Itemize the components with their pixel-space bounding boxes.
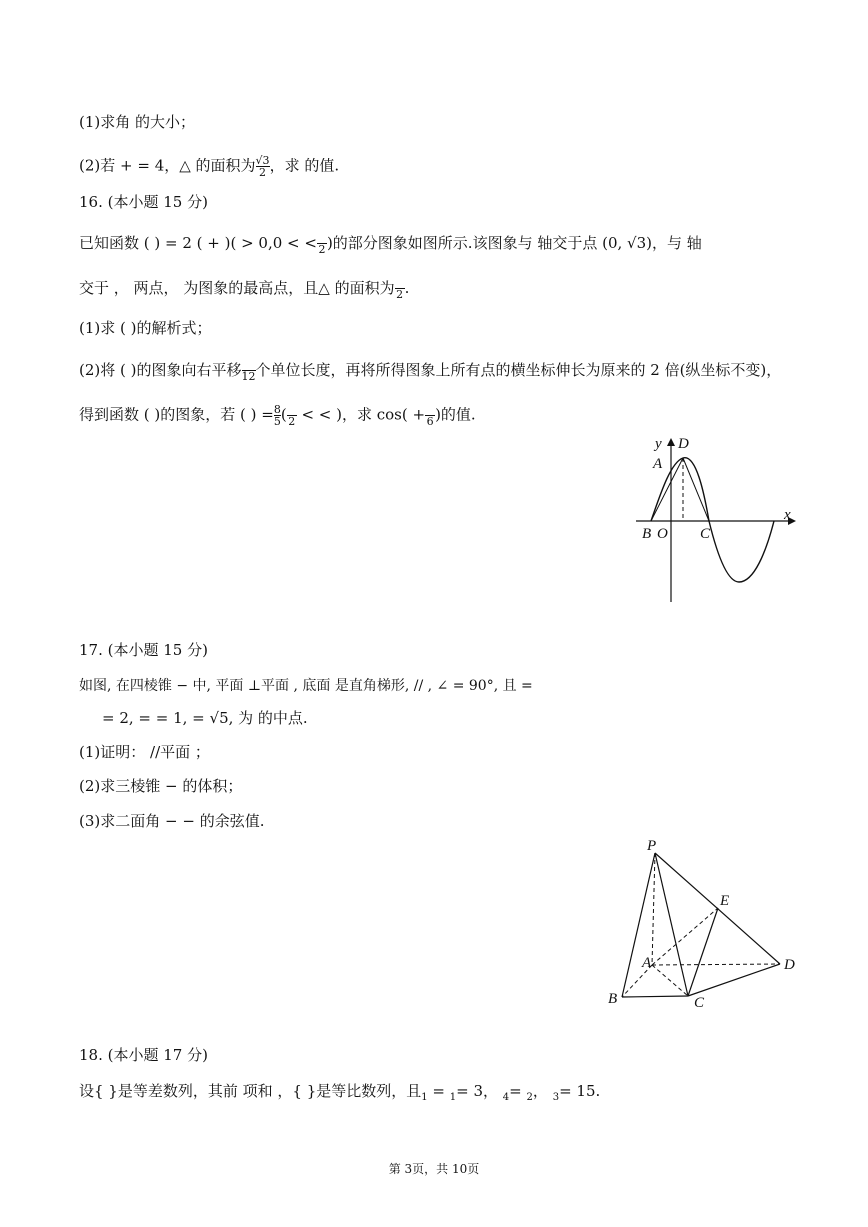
q16-part2-cont xyxy=(79,404,476,427)
q15-part1: (1)求角 的大小； xyxy=(79,113,196,131)
q18-value-2: = 15. xyxy=(559,1082,601,1100)
page-footer: 第 3页，共 10页 xyxy=(388,1162,480,1176)
label-y: y xyxy=(655,436,662,452)
fraction xyxy=(317,233,327,255)
subscript: 4 xyxy=(502,1092,510,1103)
y-axis-arrow xyxy=(667,438,675,446)
q15-part2 xyxy=(79,155,339,178)
q16-stem-1c: )的部分图象如图所示.该图象与 轴交于点 (0, √3)，与 轴 xyxy=(326,234,702,252)
label-a: A xyxy=(642,955,652,971)
label-b: B xyxy=(642,526,652,542)
q16-heading: 16. (本小题 15 分) xyxy=(79,193,208,211)
subscript: 1 xyxy=(449,1092,457,1103)
q18-stem: 设{ }是等差数列，其前 项和 ，{ }是等比数列，且$_1$ = $_1$= 3， $_4$= $_2$， $_3$= 15. xyxy=(79,1082,601,1103)
label-o: O xyxy=(657,526,668,542)
fraction-den: 2 xyxy=(288,414,296,428)
q15-part2-text: (2)若 + = 4，△ 的面积为 xyxy=(79,156,256,175)
q18-eq: = xyxy=(509,1082,522,1100)
fraction-den: 12 xyxy=(241,370,256,383)
edge-pa xyxy=(652,853,655,965)
q16-part2-cont-a: 得到函数 ( )的图象，若 ( ) = xyxy=(79,405,274,424)
q17-part1: (1)证明： //平面 ； xyxy=(79,743,210,761)
fraction-num: 8 xyxy=(273,403,281,416)
q18-stem-text: 设{ }是等差数列，其前 项和 ，{ }是等比数列，且 xyxy=(79,1082,422,1100)
q17-heading: 17. (本小题 15 分) xyxy=(79,641,208,659)
edge-ad xyxy=(652,964,780,965)
edge-pc xyxy=(655,853,688,996)
label-d: D xyxy=(678,436,689,452)
label-e: E xyxy=(720,893,730,909)
q18-comma: ， xyxy=(532,1082,548,1100)
fraction-den: 2 xyxy=(259,166,267,179)
q16-part2a: (2)将 ( )的图象向右平移 xyxy=(79,361,242,379)
edge-bc xyxy=(622,996,688,997)
q15-part2-tail: ，求 的值. xyxy=(269,156,340,175)
subscript: 3 xyxy=(552,1092,560,1103)
subscript: 1 xyxy=(421,1092,428,1103)
fraction-num: √3 xyxy=(255,154,270,167)
fraction xyxy=(242,360,256,382)
fraction xyxy=(256,155,270,178)
q18-heading: 18. (本小题 17 分) xyxy=(79,1046,208,1064)
q16-part2-cont-h: )的值. xyxy=(435,405,476,424)
q16-stem-1 xyxy=(79,233,702,255)
edge-cd xyxy=(688,964,780,996)
q17-stem-2: = 2, = = 1, = √5, 为 的中点. xyxy=(102,709,308,727)
q16-stem-2c: . xyxy=(404,279,410,297)
edge-ac xyxy=(652,965,688,996)
q16-part2-cont-f: < < )，求 cos( + xyxy=(296,405,426,424)
q16-stem-2 xyxy=(79,278,409,300)
q16-part2 xyxy=(79,360,781,382)
fraction xyxy=(425,405,435,427)
fraction-den: 2 xyxy=(318,243,326,256)
fraction xyxy=(274,404,281,427)
edge-ce xyxy=(688,908,718,996)
sine-graph-figure xyxy=(636,432,816,607)
sine-curve xyxy=(651,458,774,582)
q18-value: = 3， xyxy=(456,1082,498,1100)
q17-stem-1: 如图, 在四棱锥 − 中, 平面 ⊥平面 , 底面 是直角梯形, // , ∠ = 90°, 且 = xyxy=(79,678,533,694)
fraction-den: 6 xyxy=(426,414,434,428)
edge-pb xyxy=(622,853,655,997)
label-x: x xyxy=(784,507,791,523)
q17-part3: (3)求二面角 − − 的余弦值. xyxy=(79,812,265,830)
paren: ( xyxy=(280,405,287,424)
fraction-den: 5 xyxy=(273,415,281,428)
fraction xyxy=(395,278,405,300)
fraction-den: 2 xyxy=(396,288,404,301)
subscript: 2 xyxy=(526,1092,533,1103)
segment-dc xyxy=(683,458,709,521)
label-c: C xyxy=(700,526,711,542)
label-p: P xyxy=(647,838,657,854)
label-d: D xyxy=(784,957,795,973)
q17-part2: (2)求三棱锥 − 的体积； xyxy=(79,777,243,795)
q16-part2c: 个单位长度，再将所得图象上所有点的横坐标伸长为原来的 2 倍(纵坐标不变)， xyxy=(255,361,782,379)
label-c: C xyxy=(694,995,705,1011)
q16-stem-1a: 已知函数 ( ) = 2 ( + )( > 0,0 < < xyxy=(79,234,317,252)
q16-stem-2a: 交于 ， 两点， 为图象的最高点，且△ 的面积为 xyxy=(79,279,395,297)
label-b: B xyxy=(608,991,618,1007)
fraction xyxy=(287,405,297,427)
pyramid-figure xyxy=(600,835,805,1015)
label-a: A xyxy=(653,456,663,472)
q16-part1: (1)求 ( )的解析式； xyxy=(79,319,212,337)
